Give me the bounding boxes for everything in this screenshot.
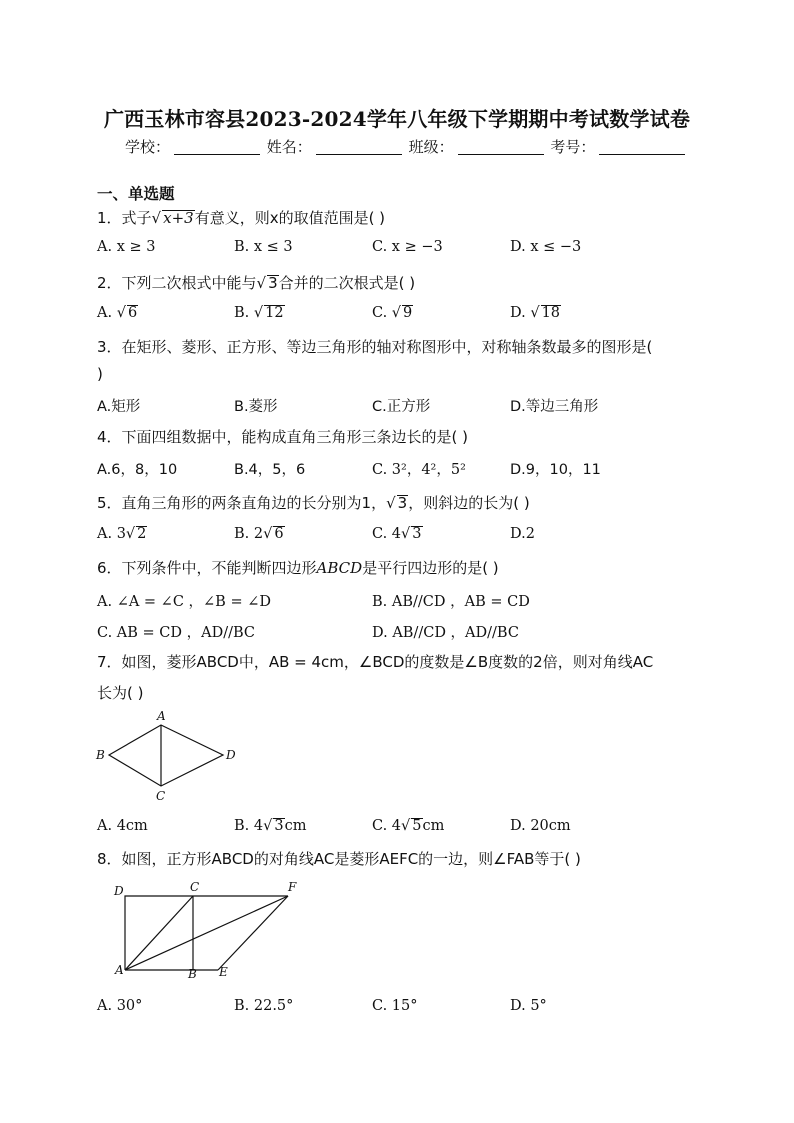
vertex-label-e: E (219, 965, 228, 979)
q2-suffix: 合并的二次根式是( ) (278, 274, 416, 292)
vertex-label-c: C (190, 880, 200, 894)
school-blank[interactable] (174, 140, 260, 155)
q6-option-a[interactable]: A. ∠A = ∠C ，∠B = ∠D (97, 594, 271, 610)
vertex-label-f: F (288, 880, 297, 894)
rhombus-outline (109, 725, 223, 786)
number-label: 考号： (550, 138, 596, 156)
q8-option-c[interactable]: C. 15° (372, 998, 418, 1014)
q2-option-d[interactable]: D. √ 18 (510, 305, 561, 321)
q5-radicand: 3 (397, 494, 408, 512)
q6-option-c[interactable]: C. AB = CD ，AD//BC (97, 625, 256, 641)
q6-suffix: 是平行四边形的是( ) (362, 559, 499, 577)
sqrt-sign: √ (386, 494, 396, 512)
question-3: 3．在矩形、菱形、正方形、等边三角形的轴对称图形中，对称轴条数最多的图形是( (97, 338, 653, 356)
vertex-label-c: C (156, 789, 166, 803)
page-title: 广西玉林市容县2023-2024学年八年级下学期期中考试数学试卷 (103, 107, 691, 131)
diagonal-af (125, 896, 288, 970)
section-heading: 一、单选题 (97, 185, 175, 203)
q2-radicand: 3 (268, 274, 278, 292)
q3-option-b[interactable]: B.菱形 (234, 399, 278, 415)
q8-option-d[interactable]: D. 5° (510, 998, 547, 1014)
rhombus-figure (93, 708, 243, 804)
vertex-label-b: B (96, 748, 105, 762)
q4-option-d[interactable]: D.9，10，11 (510, 462, 601, 478)
q5-option-a[interactable]: A. 3√ 2 (97, 526, 147, 542)
q5-option-d[interactable]: D.2 (510, 526, 535, 542)
q5-option-b[interactable]: B. 2√ 6 (234, 526, 284, 542)
question-6 (97, 557, 499, 578)
q3-option-d[interactable]: D.等边三角形 (510, 399, 599, 415)
q2-option-c[interactable]: C. √ 9 (372, 305, 413, 321)
school-label: 学校： (125, 138, 171, 156)
q5-suffix: ，则斜边的长为( ) (408, 494, 530, 512)
question-5 (97, 492, 530, 513)
question-2 (97, 272, 415, 293)
q4-option-c[interactable]: C. 3²，4²，5² (372, 462, 466, 478)
question-4: 4．下面四组数据中，能构成直角三角形三条边长的是( ) (97, 428, 469, 446)
q2-prefix: 2．下列二次根式中能与 (97, 274, 257, 292)
question-8: 8．如图，正方形ABCD的对角线AC是菱形AEFC的一边，则∠FAB等于( ) (97, 850, 581, 868)
q3-option-c[interactable]: C.正方形 (372, 399, 431, 415)
name-blank[interactable] (316, 140, 402, 155)
q1-option-b[interactable]: B. x ≤ 3 (234, 239, 293, 255)
vertex-label-d: D (114, 884, 124, 898)
vertex-label-a: A (115, 963, 124, 977)
question-3-continued: ) (97, 365, 103, 383)
vertex-label-d: D (226, 748, 236, 762)
q8-option-a[interactable]: A. 30° (97, 998, 143, 1014)
q8-option-b[interactable]: B. 22.5° (234, 998, 294, 1014)
q1-option-c[interactable]: C. x ≥ −3 (372, 239, 443, 255)
q4-option-b[interactable]: B.4，5，6 (234, 462, 306, 478)
question-7: 7．如图，菱形ABCD中，AB = 4cm，∠BCD的度数是∠B度数的2倍，则对角线AC (97, 653, 654, 671)
name-label: 姓名： (266, 138, 312, 156)
q1-prefix: 1．式子 (97, 209, 152, 227)
sqrt-sign: √ (151, 209, 162, 227)
q5-option-c[interactable]: C. 4√ 3 (372, 526, 422, 542)
vertex-label-a: A (157, 709, 166, 723)
q7-option-a[interactable]: A. 4cm (97, 818, 148, 834)
q4-option-a[interactable]: A.6，8，10 (97, 462, 178, 478)
q7-option-c[interactable]: C. 4√ 5cm (372, 818, 445, 834)
q1-option-d[interactable]: D. x ≤ −3 (510, 239, 582, 255)
question-7-continued: 长为( ) (97, 684, 144, 702)
square-rhombus-figure (108, 878, 308, 980)
q7-option-d[interactable]: D. 20cm (510, 818, 571, 834)
q3-option-a[interactable]: A.矩形 (97, 399, 141, 415)
q1-option-a[interactable]: A. x ≥ 3 (97, 239, 156, 255)
number-blank[interactable] (599, 140, 685, 155)
q6-option-b[interactable]: B. AB//CD ，AB = CD (372, 594, 530, 610)
q1-radicand: x+3 (163, 209, 194, 227)
sqrt-sign: √ (256, 274, 267, 292)
q1-suffix: 有意义，则x的取值范围是( ) (194, 209, 386, 227)
q6-option-d[interactable]: D. AB//CD ，AD//BC (372, 625, 519, 641)
q2-option-a[interactable]: A. √ 6 (97, 305, 138, 321)
class-label: 班级： (408, 138, 454, 156)
q2-option-b[interactable]: B. √ 12 (234, 305, 284, 321)
q5-prefix: 5．直角三角形的两条直角边的长分别为1， (97, 494, 387, 512)
q6-quadrilateral: ABCD (316, 559, 363, 577)
student-info-line (125, 136, 687, 157)
q7-option-b[interactable]: B. 4√ 3cm (234, 818, 307, 834)
q6-prefix: 6．下列条件中，不能判断四边形 (97, 559, 317, 577)
side-ef (218, 896, 288, 970)
diagonal-ac (125, 896, 193, 970)
vertex-label-b: B (188, 967, 197, 980)
class-blank[interactable] (458, 140, 544, 155)
question-1 (97, 207, 385, 228)
